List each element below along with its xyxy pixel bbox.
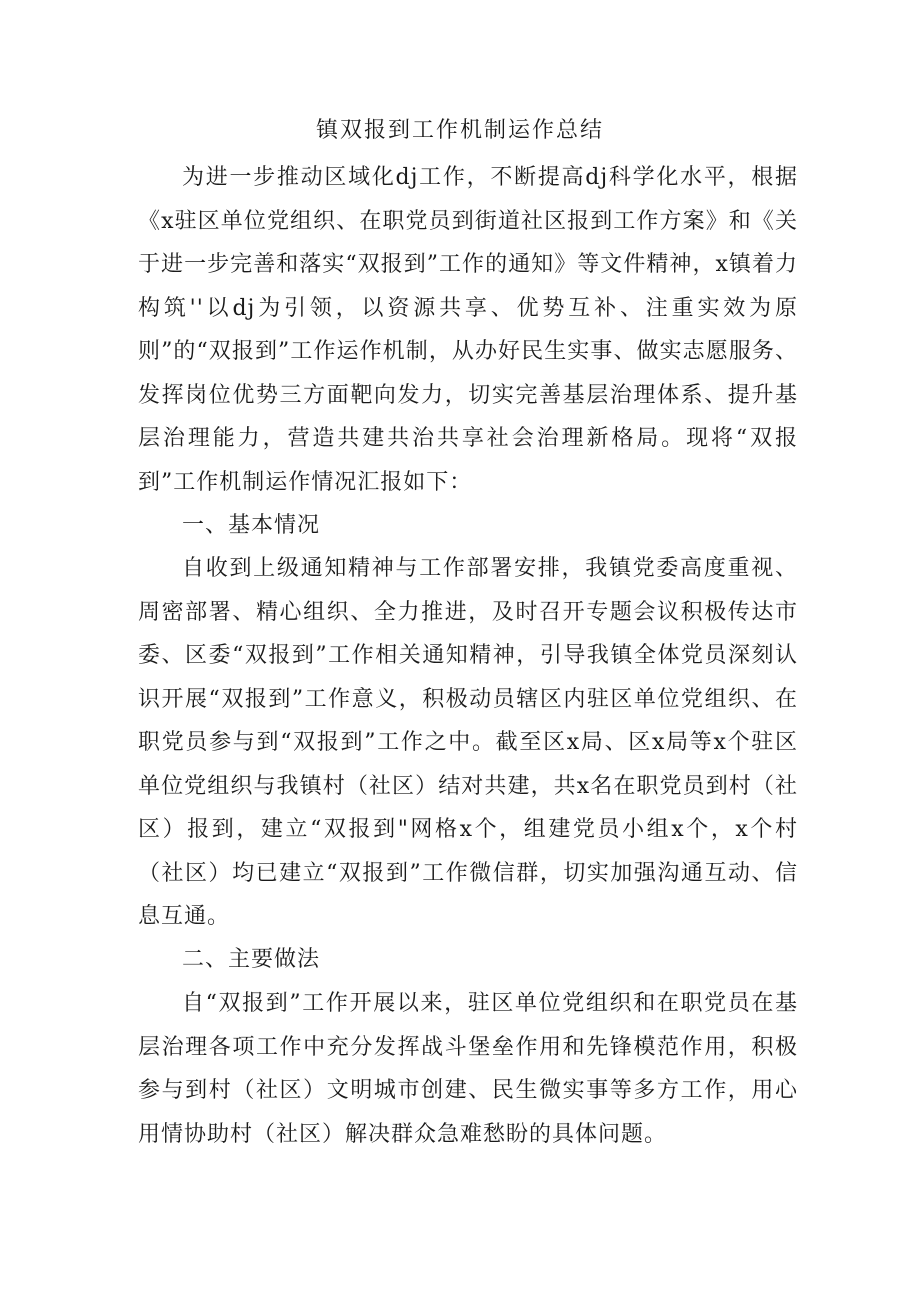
document-title: 镇双报到工作机制运作总结 (315, 118, 604, 143)
section-heading-main-practices: 二、主要做法 (182, 947, 321, 972)
main-practices-paragraph: 自“双报到”工作开展以来，驻区单位党组织和在职党员在基层治理各项工作中充分发挥战斗堡垒作用和先锋模范作用，积极参与到村（社区）文明城市创建、民生微实事等多方工作，用心用情协助村（社区）解决群众急难愁盼的具体问题。 (138, 991, 798, 1147)
basic-situation-paragraph: 自收到上级通知精神与工作部署安排，我镇党委高度重视、周密部署、精心组织、全力推进，及时召开专题会议积极传达市委、区委“双报到”工作相关通知精神，引导我镇全体党员深刻认识开展“双报到”工作意义，积极动员辖区内驻区单位党组织、在职党员参与到“双报到”工作之中。截至区x局、区x局等x个驻区单位党组织与我镇村（社区）结对共建，共x名在职党员到村（社区）报到，建立“双报到"网格x个，组建党员小组x个，x个村（社区）均已建立“双报到”工作微信群，切实加强沟通互动、信息互通。 (138, 556, 798, 929)
intro-paragraph: 为进一步推动区域化dj工作，不断提高dj科学化水平，根据《x驻区单位党组织、在职党员到街道社区报到工作方案》和《关于进一步完善和落实“双报到”工作的通知》等文件精神，x镇着力构筑''以dj为引领，以资源共享、优势互补、注重实效为原则”的“双报到”工作运作机制，从办好民生实事、做实志愿服务、发挥岗位优势三方面靶向发力，切实完善基层治理体系、提升基层治理能力，营造共建共治共享社会治理新格局。现将“双报到”工作机制运作情况汇报如下： (138, 165, 798, 495)
section-heading-basic-situation: 一、基本情况 (182, 513, 321, 538)
